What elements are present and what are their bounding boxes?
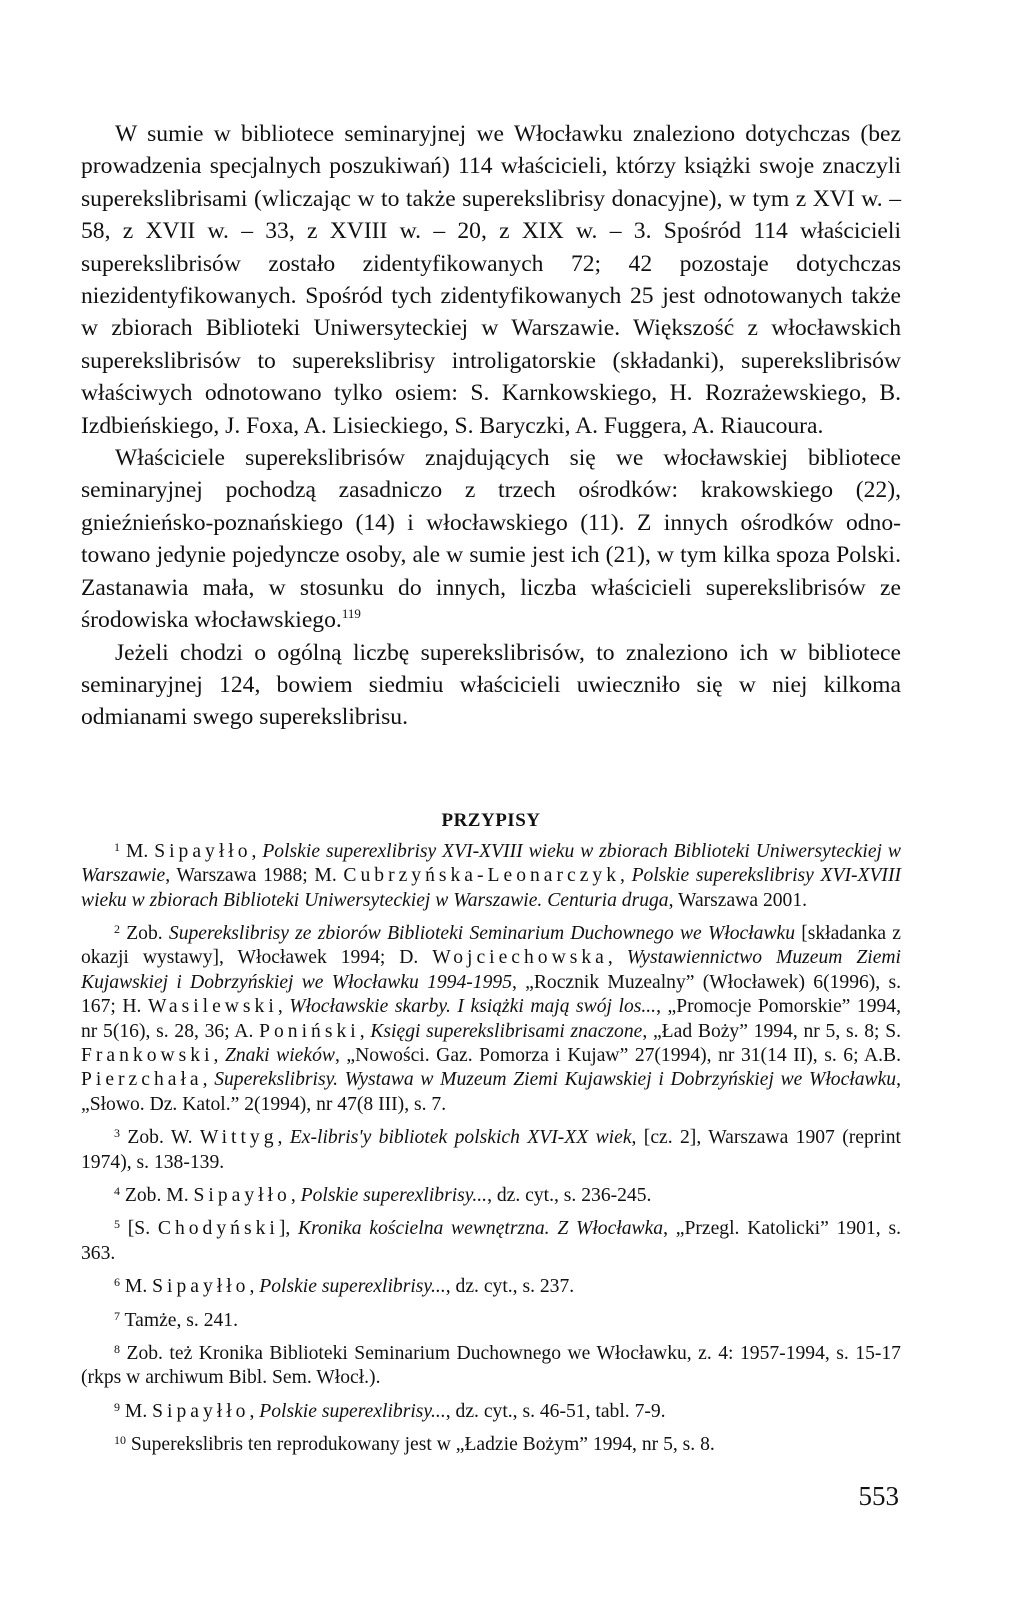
footnote-number: 4 [114, 1184, 120, 1198]
footnote-text: , „Nowości. Gaz. Pomorza i Kujaw” 27(1994), nr 31(14 II), s. 6; A.B. [334, 1044, 902, 1066]
paragraph-3: Jeżeli chodzi o ogólną liczbę superekslibrisów, to znaleziono ich w bibliotece seminaryjnej 124, bowiem siedmiu właścicieli uwieczniło się w niej kilkoma odmianami swego superekslibrisu. [81, 639, 901, 731]
footnotes-heading: PRZYPISY [441, 809, 541, 831]
footnote-text: , „Przegl. Katolicki” 1901, s. 363. [81, 1218, 901, 1264]
footnote-text: , [213, 1044, 225, 1066]
footnote-title: Polskie superexlibrisy XVI-XVIII wieku w zbiorach Biblioteki Uniwersyteckiej w Warszawie [81, 840, 901, 887]
footnote-title: Polskie superexlibrisy... [259, 1276, 446, 1298]
footnote-title: Włocławskie skarby. I książki mają swój los... [289, 996, 657, 1018]
footnote-text: , dz. cyt., s. 236-245. [487, 1185, 652, 1206]
footnote-1 [81, 840, 901, 913]
footnote-text: [S. [127, 1218, 158, 1240]
footnote-title: Superekslibrisy. Wystawa w Muzeum Ziemi Kujawskiej i Dobrzyńskiej we Włocławku [214, 1069, 897, 1091]
paragraph-2 [81, 442, 901, 636]
footnote-author: Chodyński [157, 1218, 279, 1240]
footnote-text: M. [124, 1400, 153, 1422]
footnote-6 [81, 1275, 901, 1299]
footnote-5 [81, 1217, 901, 1266]
footnote-text: , [249, 1400, 260, 1422]
footnotes-list [81, 840, 901, 1458]
footnote-text: , dz. cyt., s. 46-51, tabl. 7-9. [445, 1400, 666, 1422]
footnote-text: , [251, 840, 263, 862]
footnote-author: Poniński [259, 1020, 360, 1042]
footnote-author: Sipayłło [154, 840, 252, 862]
footnote-text: Superekslibris ten reprodukowany jest w „Ładzie Bożym” 1994, nr 5, s. 8. [130, 1434, 715, 1456]
footnote-title: Kronika kościelna wewnętrzna. Z Włocławka [298, 1218, 664, 1240]
footnote-text: ], [278, 1218, 299, 1240]
footnote-number: 9 [114, 1399, 120, 1414]
footnote-text: , [620, 865, 632, 887]
footnote-text: , [277, 1127, 290, 1149]
footnote-text: Zob. W. [127, 1127, 200, 1149]
footnote-author: Sipayłło [152, 1276, 250, 1298]
footnote-3 [81, 1126, 901, 1175]
footnote-title: Księgi superekslibrisami znaczone [370, 1020, 643, 1042]
footnote-title: Wystawiennictwo Muzeum Ziemi Kujawskiej i Dobrzyńskiej we Włocławku 1994-1995 [81, 947, 901, 993]
footnote-text: , Warszawa 2001. [668, 889, 808, 911]
footnote-text: , [cz. 2], Warszawa 1907 (reprint 1974), s. 138-139. [81, 1127, 901, 1173]
footnote-number: 3 [114, 1126, 120, 1141]
footnote-author: Wittyg [199, 1127, 278, 1149]
footnote-reference-119: 119 [341, 606, 361, 622]
footnote-text: , [202, 1069, 215, 1091]
footnote-text: , [290, 1185, 301, 1206]
footnote-author: Frankowski [81, 1044, 214, 1066]
footnote-text: , „Rocznik Muzealny” (Włocławek) 6(1996), s. 167; H. [81, 971, 901, 1018]
footnote-author: Sipayłło [193, 1185, 291, 1206]
footnote-title: Superekslibrisy ze zbiorów Biblioteki Seminarium Duchownego we Włocławku [168, 922, 796, 944]
footnote-text: , Warszawa 1988; M. [165, 865, 344, 887]
footnote-4 [81, 1184, 901, 1208]
footnote-number: 6 [114, 1275, 120, 1290]
footnote-text: M. [124, 1276, 153, 1298]
footnote-title: Polskie superekslibrisy XVI-XVIII wieku w zbiorach Biblioteki Uniwersyteckiej w Warszawie. Centuria druga [81, 865, 902, 911]
footnote-author: Wojciechowska [432, 947, 608, 969]
main-text [81, 118, 901, 734]
footnote-text: Tamże, s. 241. [124, 1309, 238, 1331]
footnote-author: Sipayłło [152, 1400, 250, 1422]
footnote-title: Ex-libris'y bibliotek polskich XVI-XX wiek [289, 1127, 632, 1149]
footnote-text: , „Ład Boży” 1994, nr 5, s. 8; S. [642, 1020, 902, 1042]
footnote-number: 8 [114, 1342, 120, 1357]
footnote-8 [81, 1342, 901, 1391]
footnote-number: 5 [114, 1217, 120, 1232]
footnote-number: 1 [114, 839, 120, 854]
footnote-text: M. [125, 840, 155, 862]
footnote-author: Pierzchała [81, 1069, 203, 1091]
footnote-number: 10 [114, 1433, 126, 1448]
footnote-title: Znaki wieków [224, 1044, 335, 1066]
footnote-text: [składanka z okazji wystawy], Włocławek 1994; D. [81, 922, 902, 969]
footnote-text: , „Promocje Pomorskie” 1994, nr 5(16), s. 28, 36; A. [81, 996, 901, 1042]
footnote-9 [81, 1400, 901, 1424]
page [81, 118, 901, 1467]
footnote-title: Polskie superexlibrisy... [259, 1400, 446, 1422]
footnote-text: , dz. cyt., s. 237. [445, 1276, 575, 1298]
footnote-text: Zob. M. [124, 1185, 194, 1206]
footnote-text: , [249, 1276, 260, 1298]
footnote-number: 7 [114, 1308, 120, 1323]
footnote-author: Wasilewski [147, 996, 278, 1018]
paragraph-1: W sumie w bibliotece seminaryjnej we Włocławku znaleziono dotychczas (bez prowadzenia specjalnych poszukiwań) 114 właścicieli, którzy książki swoje znaczyli superekslibrisami (wliczając w to także superekslibrisy donacyjne), w tym z XVI w. – 58, z XVII w. – 33, z XVIII w. – 20, z XIX w. – 3. Spośród 114 właścicieli superekslibrisów zostało zidentyfikowanych 72; 42 pozostaje dotychczas niezidentyfikowanych. Spośród tych zidentyfikowanych 25 jest odnotowanych także w zbiorach Biblioteki Uniwersyteckiej w Warszawie. Większość z włocławskich superekslibrisów to superekslibrisy introligatorskie (składanki), superekslibrisów właściwych odnotowano tylko osiem: S. Karnkowskiego, H. Rozrażewskiego, B. Izdbieńskiego, J. Foxa, A. Lisieckiego, S. Baryczki, A. Fuggera, A. Riaucoura. [81, 121, 901, 439]
footnote-10 [81, 1433, 901, 1457]
footnote-2 [81, 922, 901, 1117]
footnote-text: , [607, 947, 627, 969]
footnote-title: Polskie superexlibrisy... [300, 1185, 488, 1206]
footnote-text: Zob. [126, 922, 169, 944]
page-number: 553 [858, 1481, 899, 1511]
footnote-text: , [277, 996, 290, 1018]
footnote-number: 2 [114, 921, 120, 936]
footnote-text: , [359, 1020, 371, 1042]
footnote-text: , „Słowo. Dz. Katol.” 2(1994), nr 47(8 III), s. 7. [81, 1069, 902, 1115]
footnote-author: Cubrzyńska-Leonarczyk [343, 865, 620, 887]
footnote-text: Zob. też Kronika Biblioteki Seminarium Duchownego we Włocławku, z. 4: 1957-1994, s. 15-17 (rkps w archiwum Bibl. Sem. Włocł.). [81, 1343, 901, 1389]
footnote-7 [81, 1309, 901, 1333]
paragraph-2-text: Właściciele superekslibrisów znajdujących się we włocławskiej bibliotece seminaryjnej pochodzą zasadniczo z trzech ośrodków: krakowskiego (22), gnieźnieńsko-poznańskiego (14) i włocławskiego (11). Z innych ośrodków odnotowano jedynie pojedyncze osoby, ale w sumie jest ich (21), w tym kilka spoza Polski. Zastanawia mała, w stosunku do innych, liczba właścicieli superekslibrisów ze środowiska włocławskiego. [81, 445, 901, 634]
